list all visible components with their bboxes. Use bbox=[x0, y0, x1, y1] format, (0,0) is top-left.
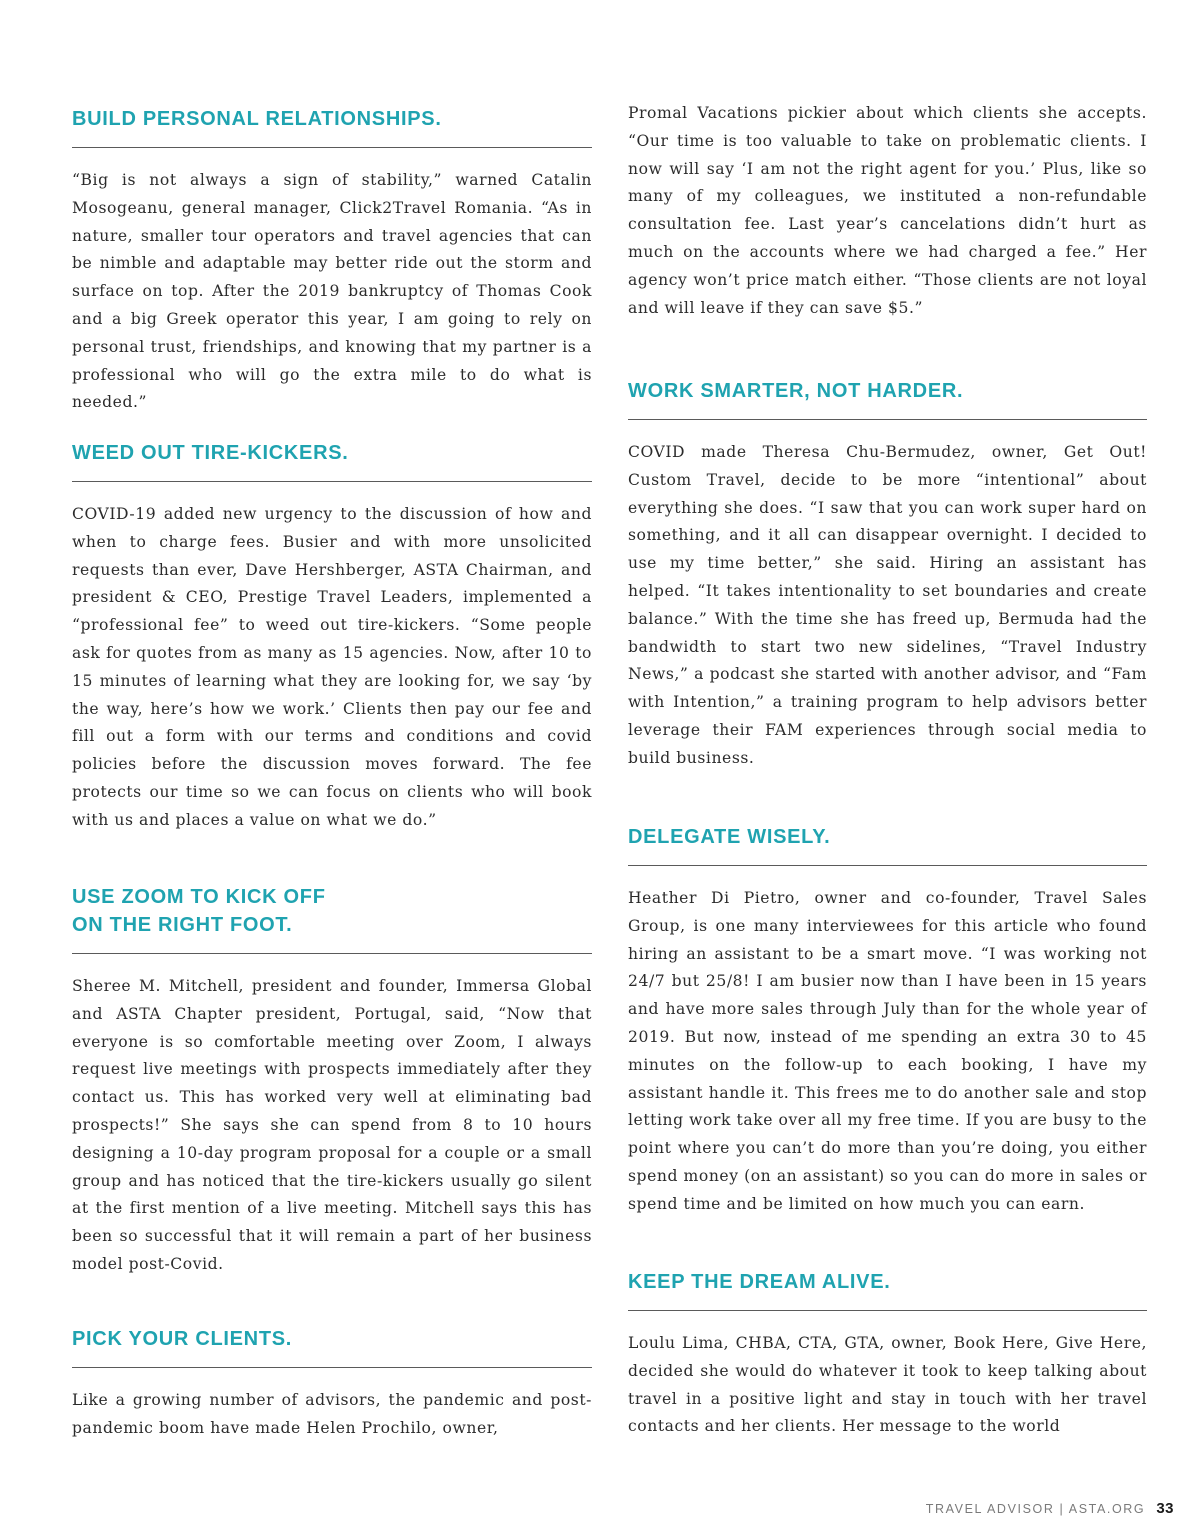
section-pick-your-clients bbox=[72, 1325, 592, 1443]
section-heading: USE ZOOM TO KICK OFF ON THE RIGHT FOOT. bbox=[72, 883, 592, 954]
section-heading: PICK YOUR CLIENTS. bbox=[72, 1325, 592, 1368]
section-heading: WEED OUT TIRE-KICKERS. bbox=[72, 439, 592, 482]
section-body: COVID made Theresa Chu-Bermudez, owner, Get Out! Custom Travel, decide to be more “intentional” about everything she does. “I saw that you can work super hard on something, and it all can disappear overnight. I decided to use my time better,” she said. Hiring an assistant has helped. “It takes intentionality to set boundaries and create balance.” With the time she has freed up, Bermuda had the bandwidth to start two new sidelines, “Travel Industry News,” a podcast she started with another advisor, and “Fam with Intention,” a training program to help advisors better leverage their FAM experiences through social media to build business. bbox=[628, 443, 1147, 767]
section-heading: DELEGATE WISELY. bbox=[628, 823, 1147, 866]
section-body: Like a growing number of advisors, the pandemic and post-pandemic boom have made Helen Prochilo, owner, bbox=[72, 1391, 592, 1437]
page-footer bbox=[926, 1500, 1174, 1517]
section-body: Loulu Lima, CHBA, CTA, GTA, owner, Book Here, Give Here, decided she would do whatever it took to keep talking about travel in a positive light and stay in touch with her travel contacts and her clients. Her message to the world bbox=[628, 1334, 1147, 1436]
section-keep-the-dream-alive bbox=[628, 1268, 1147, 1441]
continued-text-block bbox=[628, 100, 1147, 322]
section-heading: BUILD PERSONAL RELATIONSHIPS. bbox=[72, 105, 592, 148]
section-body: COVID-19 added new urgency to the discussion of how and when to charge fees. Busier and with more unsolicited requests than ever, Dave Hershberger, ASTA Chairman, and president & CEO, Prestige Travel Leaders, implemented a “professional fee” to weed out tire-kickers. “Some people ask for quotes from as many as 15 agencies. Now, after 10 to 15 minutes of learning what they are looking for, we say ‘by the way, here’s how we work.’ Clients then pay our fee and fill out a form with our terms and conditions and covid policies before the discussion moves forward. The fee protects our time so we can focus on clients who will book with us and places a value on what we do.” bbox=[72, 505, 592, 829]
section-heading: WORK SMARTER, NOT HARDER. bbox=[628, 377, 1147, 420]
section-heading: KEEP THE DREAM ALIVE. bbox=[628, 1268, 1147, 1311]
section-body: Heather Di Pietro, owner and co-founder, Travel Sales Group, is one many interviewees for this article who found hiring an assistant to be a smart move. “I was working not 24/7 but 25/8! I am busier now than I have been in 15 years and have more sales through July than for the whole year of 2019. But now, instead of me spending an extra 30 to 45 minutes on the follow-up to each booking, I have my assistant handle it. This frees me to do another sale and stop letting work take over all my free time. If you are busy to the point where you can’t do more than you’re doing, you either spend money (on an assistant) so you can do more in sales or spend time and be limited on how much you can earn. bbox=[628, 889, 1147, 1213]
publication-name: TRAVEL ADVISOR | ASTA.ORG bbox=[925, 1502, 1146, 1516]
section-delegate-wisely bbox=[628, 823, 1147, 1219]
page-number: 33 bbox=[1156, 1500, 1174, 1517]
continued-paragraph: Promal Vacations pickier about which clients she accepts. “Our time is too valuable to take on problematic clients. I now will say ‘I am not the right agent for you.’ Plus, like so many of my colleagues, we instituted a non-refundable consultation fee. Last year’s cancelations didn’t hurt as much on the accounts where we had charged a fee.” Her agency won’t price match either. “Those clients are not loyal and will leave if they can save $5.” bbox=[628, 104, 1147, 317]
section-weed-out-tire-kickers bbox=[72, 439, 592, 835]
section-use-zoom bbox=[72, 883, 592, 1279]
section-work-smarter bbox=[628, 377, 1147, 773]
section-body: “Big is not always a sign of stability,” warned Catalin Mosogeanu, general manager, Click2Travel Romania. “As in nature, smaller tour operators and travel agencies that can be nimble and adaptable may better ride out the storm and surface on top. After the 2019 bankruptcy of Thomas Cook and a big Greek operator this year, I am going to rely on personal trust, friendships, and knowing that my partner is a professional who will go the extra mile to do what is needed.” bbox=[72, 171, 592, 412]
section-body: Sheree M. Mitchell, president and founder, Immersa Global and ASTA Chapter president, Portugal, said, “Now that everyone is so comfortable meeting over Zoom, I always request live meetings with prospects immediately after they contact us. This has worked very well at eliminating bad prospects!” She says she can spend from 8 to 10 hours designing a 10-day program proposal for a couple or a small group and has noticed that the tire-kickers usually go silent at the first mention of a live meeting. Mitchell says this has been so successful that it will remain a part of her business model post-Covid. bbox=[72, 977, 592, 1273]
section-build-personal-relationships bbox=[72, 105, 592, 417]
